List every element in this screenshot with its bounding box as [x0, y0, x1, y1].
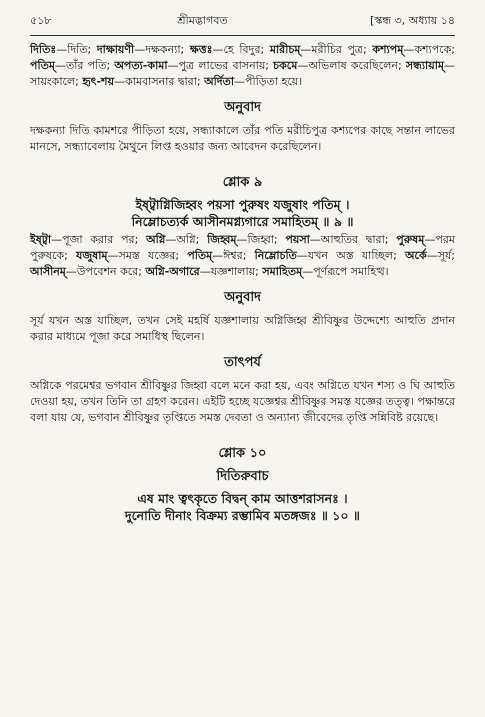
- synonym-word: কশ্যপম্: [372, 43, 404, 56]
- synonym-meaning: —অভিলাষ করেছিলেন;: [297, 59, 406, 72]
- synonym-meaning: —জিহ্বা;: [236, 233, 286, 246]
- synonym-word: সন্ধ্যায়াম্: [405, 59, 444, 72]
- synonym-meaning: —ঈশ্বর;: [212, 249, 255, 262]
- synonym-meaning: —পীড়িতা হয়ে।: [234, 75, 303, 88]
- page-number: ৫১৮: [30, 14, 52, 27]
- verse-9-line-1: ইষ্ট্বাগ্নিজিহ্বং পয়সা পুরুষং যজুষাং পতিম্ ।: [135, 197, 350, 212]
- synonym-meaning: —উপবেশন করে;: [65, 265, 146, 278]
- verse-9-text: [30, 196, 455, 230]
- verse-9-line-2: নিম্লোচত্যর্ক আসীনমগ্ন্যগারে সমাহিতম্ ॥ ৯ ॥: [131, 214, 354, 229]
- synonym-word: ক্ষত্তঃ: [189, 43, 213, 56]
- synonym-word: জিহ্বম্: [207, 233, 237, 246]
- synonym-word: হৃৎ-শয়: [82, 75, 115, 88]
- synonym-meaning: —পুত্র লাভের বাসনায়;: [167, 59, 274, 72]
- synonym-meaning: —হে বিদুর;: [212, 43, 270, 56]
- synonym-meaning: —সায়ংকালে;: [30, 59, 455, 88]
- synonym-word: সমাহিতম্: [262, 265, 303, 278]
- synonym-word: আসীনম্: [30, 265, 66, 278]
- synonym-meaning: —সূর্য;: [426, 249, 455, 262]
- synonym-meaning: —সমস্ত যজ্ঞের;: [107, 249, 188, 262]
- synonym-word: অর্কে: [405, 249, 427, 262]
- translation-heading-1: অনুবাদ: [224, 100, 261, 115]
- verse-10-title: শ্লোক ১০: [218, 446, 267, 461]
- translation-text-2: সূর্য যখন অস্ত যাচ্ছিল, তখন সেই মহর্ষি যজ্ঞশালায় অগ্নিজিহ্ব শ্রীবিষ্ণুর উদ্দেশ্যে আহুতি প্রদান করার মাধ্যমে পূজা করে সমাধিস্থ ছিলেন।: [30, 314, 455, 343]
- synonym-word: পুরুষম্: [396, 233, 425, 246]
- synonym-word: অর্দিতা: [204, 75, 235, 88]
- synonym-meaning: —পরম পুরুষকে;: [30, 233, 455, 262]
- page-header: [30, 12, 455, 36]
- translation-heading-2: অনুবাদ: [224, 290, 261, 305]
- synonym-word: দিতিঃ: [30, 43, 57, 56]
- synonym-word: পতিম্: [187, 249, 213, 262]
- synonym-word: পয়সা: [285, 233, 310, 246]
- purport-heading: তাৎপর্য: [224, 355, 261, 370]
- verse-10-line-1: এষ মাং ত্বৎকৃতে বিদ্বন্ কাম আত্তশরাসনঃ ।: [137, 491, 348, 506]
- synonym-word: অগ্নি: [146, 233, 166, 246]
- synonyms-section-1: [30, 42, 455, 90]
- synonym-meaning: —পূজা করার পর;: [51, 233, 147, 246]
- synonym-meaning: —কশ্যপকে;: [403, 43, 455, 56]
- synonym-word: অপত্য-কামা: [114, 59, 168, 72]
- synonym-meaning: —যজ্ঞশালায়;: [199, 265, 263, 278]
- synonyms-section-2: [30, 232, 455, 280]
- chapter-reference: [স্কন্ধ ৩, অধ্যায় ১৪: [370, 14, 455, 27]
- synonym-word: দাক্ষায়ণী: [96, 43, 135, 56]
- verse-9-title: শ্লোক ৯: [222, 175, 263, 190]
- purport-text: অগ্নিকে পরমেশ্বর ভগবান শ্রীবিষ্ণুর জিহ্বা বলে মনে করা হয়, এবং অগ্নিতে যখন শস্য ও ঘি আহুতি দেওয়া হয়, তখন তিনি তা গ্রহণ করেন। এইটি হচ্ছে যজ্ঞেশ্বর শ্রীবিষ্ণুর সমস্ত যজ্ঞের তত্ত্ব। পক্ষান্তরে বলা যায় যে, ভগবান শ্রীবিষ্ণুর তৃপ্তিতে সমস্ত দেবতা ও অন্যান্য জীবেদের তৃপ্তি সন্নিবিষ্ট রয়েছে।: [30, 379, 455, 424]
- synonym-meaning: —পূর্ণরূপে সমাহিত্থ।: [302, 265, 389, 278]
- synonym-meaning: —দিতি;: [56, 43, 97, 56]
- synonym-meaning: —মরীচির পুত্র;: [300, 43, 373, 56]
- synonym-meaning: —আহুতির দ্বারা;: [309, 233, 397, 246]
- translation-text-1: দক্ষকন্যা দিতি কামশরে পীড়িতা হয়ে, সন্ধ্যাকালে তাঁর পতি মরীচিপুত্র কশ্যপের কাছে সন্তান লাভের মানসে, সন্ধ্যাবেলায় মৈথুনে লিপ্ত হওয়ার জন্য আবেদন করেছিলেন।: [30, 124, 455, 153]
- synonym-word: মারীচম্: [269, 43, 301, 56]
- synonym-word: চকমে: [273, 59, 298, 72]
- synonym-meaning: —দক্ষকন্যা;: [134, 43, 190, 56]
- synonym-word: অগ্নি-অগারে: [145, 265, 200, 278]
- synonym-meaning: —কামবাসনার দ্বারা;: [114, 75, 205, 88]
- book-title: শ্রীমদ্ভাগবত: [177, 14, 228, 27]
- synonym-meaning: —অগ্নি;: [165, 233, 208, 246]
- verse-10-line-2: দুনোতি দীনাং বিক্রম্য রম্ভামিব মতঙ্গজঃ ॥ ১০ ॥: [125, 508, 360, 523]
- synonym-word: যজুষাম্: [75, 249, 108, 262]
- synonym-word: নিম্লোচতি: [254, 249, 297, 262]
- synonym-meaning: —তাঁর পতি;: [54, 59, 115, 72]
- verse-10-text: [30, 490, 455, 524]
- synonym-word: পতিম্: [30, 59, 55, 72]
- synonym-meaning: —যখন অস্ত যাচ্ছিল;: [296, 249, 406, 262]
- synonym-word: ইষ্ট্বা: [30, 233, 52, 246]
- verse-10-speaker: দিতিরুবাচ: [216, 469, 269, 484]
